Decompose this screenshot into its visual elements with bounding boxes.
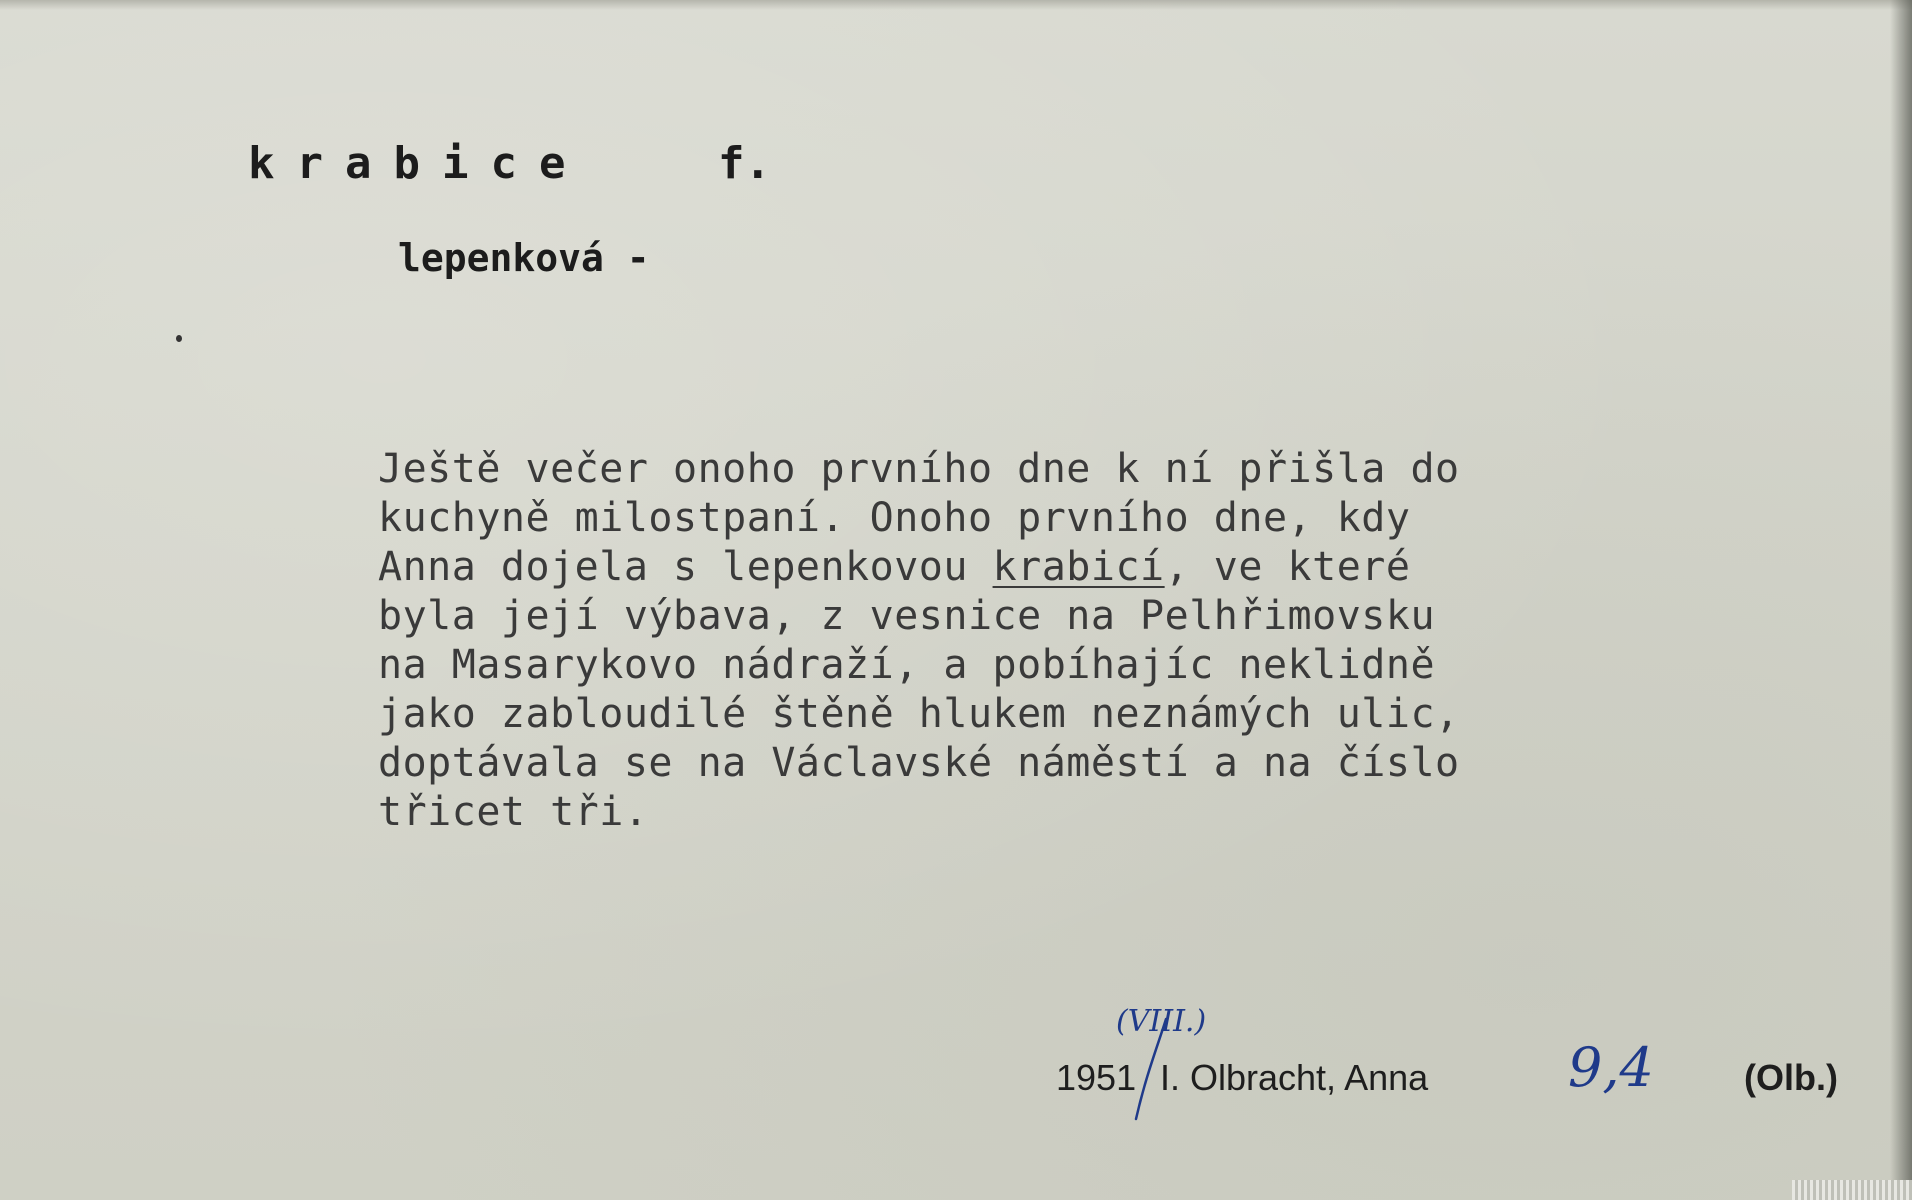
grammatical-gender: f.	[718, 138, 771, 189]
quote-line-3	[378, 543, 1678, 592]
source-abbreviation: (Olb.)	[1744, 1057, 1838, 1098]
quote-line-3-before: Anna dojela s lepenkovou	[378, 544, 993, 590]
quote-line-4: byla její výbava, z vesnice na Pelhřimovsku	[378, 593, 1436, 639]
subentry-phrase: lepenková -	[398, 236, 650, 280]
source-author-title: I. Olbracht, Anna	[1160, 1057, 1429, 1098]
quote-line-6: jako zabloudilé štěně hlukem neznámých ulic,	[378, 691, 1460, 737]
paper-top-shadow	[0, 0, 1912, 10]
quote-line-2: kuchyně milostpaní. Onoho prvního dne, kdy	[378, 495, 1411, 541]
handwritten-page-number: 9,4	[1568, 1036, 1654, 1099]
quote-line-8: třicet tři.	[378, 789, 649, 835]
paper-right-shadow	[1890, 0, 1912, 1200]
underlined-headword-form: krabicí	[992, 544, 1165, 590]
quote-line-5: na Masarykovo nádraží, a pobíhajíc neklidně	[378, 642, 1436, 688]
quote-line-3-after: , ve které	[1164, 544, 1411, 590]
source-year: 1951	[1056, 1057, 1137, 1098]
headword: krabice	[248, 138, 588, 189]
paper-corner-fray	[1792, 1180, 1912, 1200]
quote-line-1: Ještě večer onoho prvního dne k ní přišla do	[378, 446, 1460, 492]
ink-dot	[176, 335, 182, 342]
citation-quote	[378, 445, 1678, 837]
quote-line-7: doptávala se na Václavské náměstí a na číslo	[378, 740, 1460, 786]
handwritten-volume-note: (VIII.)	[1116, 1004, 1207, 1039]
